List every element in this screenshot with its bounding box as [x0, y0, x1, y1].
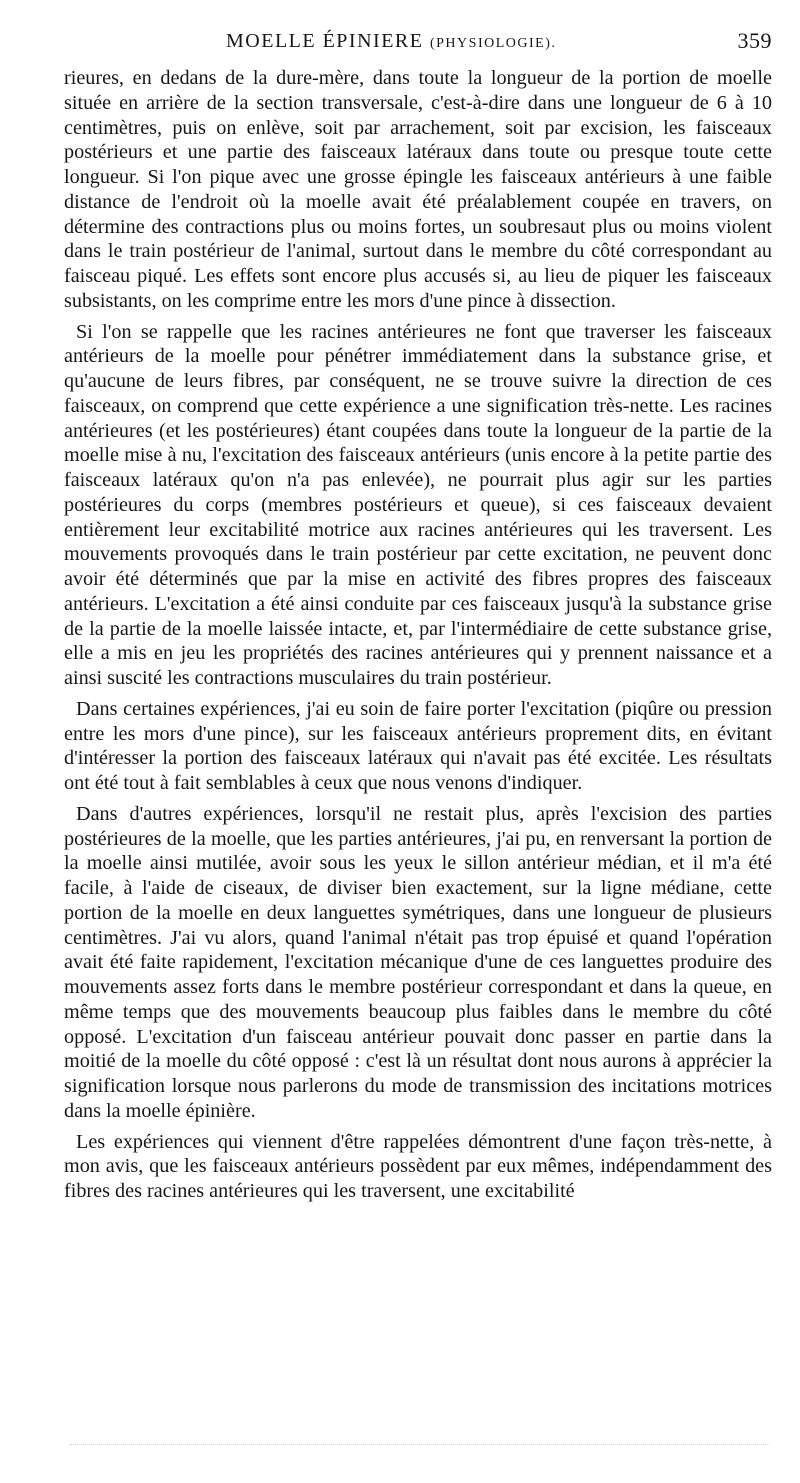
running-title-subtitle: (PHYSIOLOGIE).	[429, 36, 557, 51]
paragraph-4: Dans d'autres expériences, lorsqu'il ne restait plus, après l'excision des parties postérieures de la moelle, que les parties antérieures, j'ai pu, en renversant la portion de la moelle ainsi mutilée, avoir sous les yeux le sillon antérieur médian, et il m'a été facile, à l'aide de ciseaux, de diviser bien exactement, sur la ligne médiane, cette portion de la moelle en deux languettes symétriques, dans une longueur de plusieurs centimètres. J'ai vu alors, quand l'animal n'était pas trop épuisé et quand l'opération avait été faite rapidement, l'excitation mécanique d'une de ces languettes produire des mouvements assez forts dans le membre postérieur correspondant et dans la queue, en même temps que des mouvements beaucoup plus faibles dans le membre du côté opposé. L'excitation d'un faisceau antérieur pouvait donc passer en partie dans la moitié de la moelle du côté opposé : c'est là un résultat dont nous aurons à apprécier la signification lorsque nous parlerons du mode de transmission des incitations motrices dans la moelle épinière.	[64, 802, 772, 1122]
page-number: 359	[737, 28, 772, 53]
running-title-main: MOELLE ÉPINIERE	[226, 30, 424, 52]
body-text	[64, 66, 772, 1204]
paragraph-2: Si l'on se rappelle que les racines antérieures ne font que traverser les faisceaux antérieurs de la moelle pour pénétrer immédiatement dans la substance grise, et qu'aucune de leurs fibres, par conséquent, ne se trouve suivre la direction de ces faisceaux, on comprend que cette expérience a une signification très-nette. Les racines antérieures (et les postérieures) étant coupées dans toute la longueur de la partie de la moelle mise à nu, l'excitation des faisceaux antérieurs (unis encore à la petite partie des faisceaux latéraux qu'on n'a pas enlevée), ne pourrait plus agir sur les parties postérieures du corps (membres postérieurs et queue), si ces faisceaux devaient entièrement leur excitabilité motrice aux racines antérieures qui les traversent. Les mouvements provoqués dans le train postérieur par cette excitation, ne peuvent donc avoir été déterminés que par la mise en activité des fibres propres des faisceaux antérieurs. L'excitation a été ainsi conduite par ces faisceaux jusqu'à la substance grise de la partie de la moelle laissée intacte, et, par l'intermédiaire de cette substance grise, elle a mis en jeu les propriétés des racines antérieures qui y prennent naissance et a ainsi suscité les contractions musculaires du train postérieur.	[64, 320, 772, 689]
paragraph-5: Les expériences qui viennent d'être rappelées démontrent d'une façon très-nette, à mon avis, que les faisceaux antérieurs possèdent par eux mêmes, indépendamment des fibres des racines antérieures qui les traversent, une excitabilité	[64, 1130, 772, 1202]
footer-rule	[70, 1444, 770, 1447]
paragraph-3: Dans certaines expériences, j'ai eu soin de faire porter l'excitation (piqûre ou pression entre les mors d'une pince), sur les faisceaux antérieurs proprement dits, en évitant d'intéresser la portion des faisceaux latéraux qui n'avait pas été excitée. Les résultats ont été tout à fait semblables à ceux que nous venons d'indiquer.	[64, 697, 772, 794]
running-title	[226, 30, 556, 53]
page-header	[60, 30, 772, 56]
paragraph-1: rieures, en dedans de la dure-mère, dans toute la longueur de la portion de moelle située en arrière de la section transversale, c'est-à-dire dans une longueur de 6 à 10 centimètres, puis on enlève, soit par arrachement, soit par excision, les faisceaux postérieurs et une partie des faisceaux latéraux dans toute ou presque toute cette longueur. Si l'on pique avec une grosse épingle les faisceaux antérieurs à une faible distance de l'endroit où la moelle avait été préalablement coupée en travers, on détermine des contractions plus ou moins fortes, un soubresaut plus ou moins violent dans le train postérieur de l'animal, surtout dans le membre du côté correspondant au faisceau piqué. Les effets sont encore plus accusés si, au lieu de piquer les faisceaux subsistants, on les comprime entre les mors d'une pince à dissection.	[64, 67, 772, 312]
